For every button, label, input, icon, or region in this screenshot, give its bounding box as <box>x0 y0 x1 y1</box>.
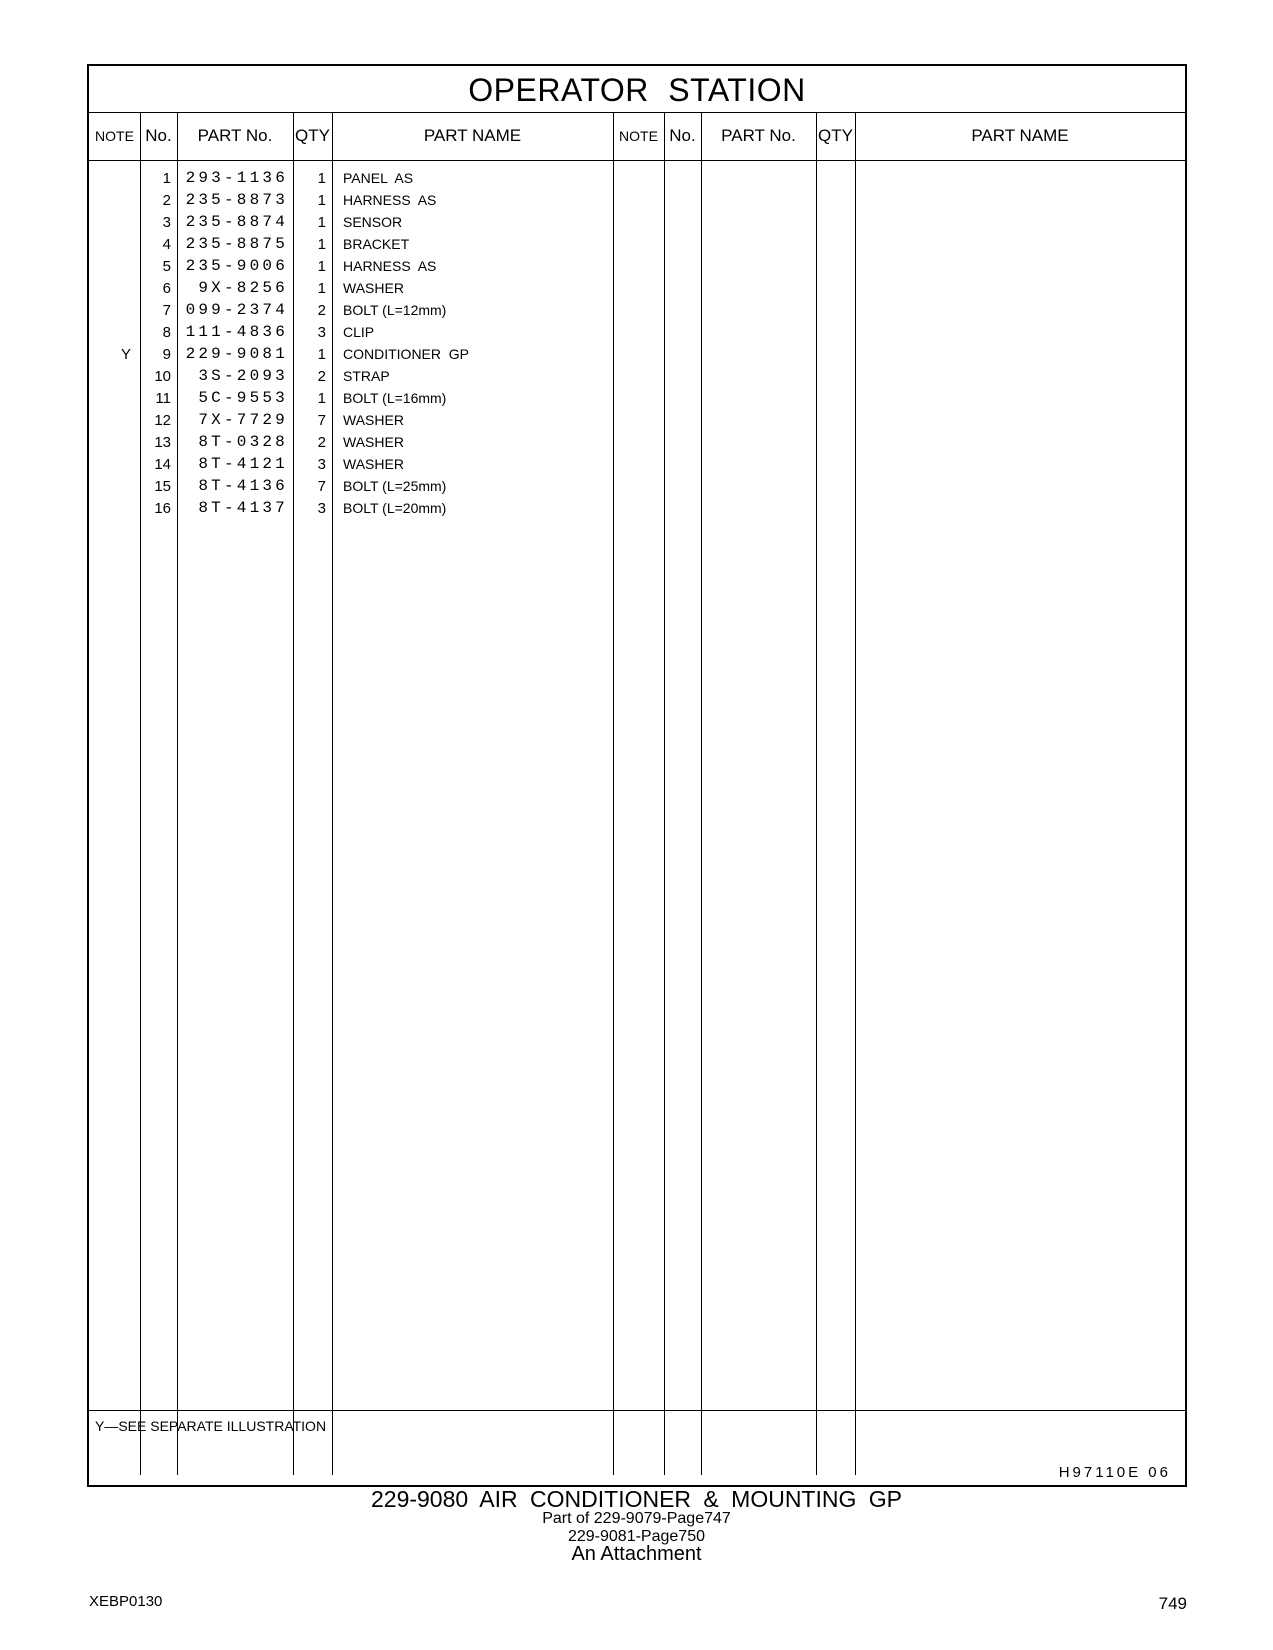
row-part-number: 9X-8256 <box>198 279 288 297</box>
row-number: 16 <box>154 500 171 517</box>
table-row <box>89 211 1185 234</box>
header-no-left: No. <box>145 126 172 145</box>
row-qty: 3 <box>317 324 326 341</box>
row-part-name: BOLT (L=20mm) <box>343 500 447 516</box>
row-note <box>89 277 131 300</box>
row-part-name: WASHER <box>343 456 404 472</box>
row-part-name: HARNESS AS <box>343 192 437 208</box>
row-part-number: 099-2374 <box>185 301 288 319</box>
row-qty: 2 <box>317 302 326 319</box>
table-row <box>89 233 1185 256</box>
row-note <box>89 409 131 432</box>
header-part-no-left: PART No. <box>197 126 273 145</box>
caption-part-of: Part of 229-9079-Page747 <box>542 1510 731 1527</box>
row-note <box>89 431 131 454</box>
row-part-name: WASHER <box>343 280 404 296</box>
parts-table <box>87 64 1187 1487</box>
row-note <box>89 255 131 278</box>
row-number: 14 <box>154 456 171 473</box>
row-note <box>89 475 131 498</box>
row-part-name: CONDITIONER GP <box>343 346 470 362</box>
table-row <box>89 409 1185 432</box>
row-number: 6 <box>162 280 171 297</box>
row-number: 5 <box>162 258 171 275</box>
row-qty: 3 <box>317 456 326 473</box>
table-row <box>89 497 1185 520</box>
row-part-number: 8T-4137 <box>198 499 288 517</box>
row-part-name: BOLT (L=16mm) <box>343 390 447 406</box>
row-part-number: 8T-4136 <box>198 477 288 495</box>
row-part-name: CLIP <box>343 324 375 340</box>
table-row <box>89 431 1185 454</box>
section-title: OPERATOR STATION <box>89 66 1185 113</box>
row-part-name: WASHER <box>343 412 404 428</box>
row-qty: 7 <box>317 412 326 429</box>
row-note <box>89 189 131 212</box>
table-row <box>89 387 1185 410</box>
document-id: XEBP0130 <box>89 1593 163 1610</box>
row-qty: 2 <box>317 368 326 385</box>
row-number: 4 <box>162 236 171 253</box>
row-note <box>89 233 131 256</box>
table-row <box>89 277 1185 300</box>
row-number: 8 <box>162 324 171 341</box>
row-note <box>89 453 131 476</box>
row-qty: 3 <box>317 500 326 517</box>
row-note: Y <box>120 346 131 363</box>
header-note-left: NOTE <box>95 128 134 144</box>
page-number: 749 <box>1158 1594 1187 1613</box>
row-qty: 1 <box>317 170 326 187</box>
group-caption: 229-9080 AIR CONDITIONER & MOUNTING GP <box>370 1486 902 1512</box>
row-note <box>89 211 131 234</box>
header-part-name-right: PART NAME <box>971 126 1069 145</box>
table-row <box>89 167 1185 190</box>
row-number: 13 <box>154 434 171 451</box>
row-number: 9 <box>162 346 171 363</box>
caption-attachment: An Attachment <box>571 1543 702 1565</box>
row-part-number: 8T-0328 <box>198 433 288 451</box>
row-number: 11 <box>155 390 171 407</box>
row-part-number: 235-8873 <box>185 191 288 209</box>
row-number: 12 <box>154 412 171 429</box>
row-note <box>89 167 131 190</box>
table-header <box>89 112 1185 161</box>
row-qty: 1 <box>317 280 326 297</box>
header-part-no-right: PART No. <box>721 126 796 145</box>
table-row <box>89 189 1185 212</box>
footer-divider <box>89 1410 1185 1411</box>
row-number: 15 <box>154 478 171 495</box>
row-number: 7 <box>162 302 171 319</box>
row-qty: 1 <box>317 192 326 209</box>
header-qty-right: QTY <box>818 126 853 145</box>
row-qty: 1 <box>317 236 326 253</box>
row-qty: 1 <box>317 346 326 363</box>
row-part-number: 7X-7729 <box>198 411 288 429</box>
row-note <box>89 299 131 322</box>
header-part-name-left: PART NAME <box>423 126 522 145</box>
row-qty: 1 <box>317 390 326 407</box>
row-number: 1 <box>162 170 171 187</box>
row-qty: 7 <box>317 478 326 495</box>
row-part-name: BRACKET <box>343 236 410 252</box>
row-part-name: BOLT (L=25mm) <box>343 478 447 494</box>
row-part-name: PANEL AS <box>343 170 414 186</box>
row-part-number: 5C-9553 <box>198 389 288 407</box>
row-note <box>89 497 131 520</box>
row-part-name: BOLT (L=12mm) <box>343 302 447 318</box>
row-part-number: 293-1136 <box>185 169 288 187</box>
row-qty: 1 <box>317 214 326 231</box>
row-qty: 1 <box>317 258 326 275</box>
row-part-number: 111-4836 <box>185 323 288 341</box>
header-note-right: NOTE <box>619 128 658 144</box>
row-note <box>89 321 131 344</box>
table-row <box>89 299 1185 322</box>
row-qty: 2 <box>317 434 326 451</box>
row-part-name: STRAP <box>343 368 390 384</box>
row-part-name: HARNESS AS <box>343 258 437 274</box>
table-row <box>89 475 1185 498</box>
table-row <box>89 255 1185 278</box>
row-number: 2 <box>162 192 171 209</box>
row-note <box>89 365 131 388</box>
header-qty-left: QTY <box>295 126 330 145</box>
row-part-number: 235-8875 <box>185 235 288 253</box>
row-part-number: 8T-4121 <box>198 455 288 473</box>
footnote: Y—SEE SEPARATE ILLUSTRATION <box>95 1418 327 1434</box>
table-row <box>89 343 1185 366</box>
table-row <box>89 365 1185 388</box>
row-part-name: SENSOR <box>343 214 403 230</box>
row-note <box>89 387 131 410</box>
row-part-number: 229-9081 <box>185 345 288 363</box>
row-number: 3 <box>162 214 171 231</box>
caption-page-ref: 229-9081-Page750 <box>567 1528 705 1545</box>
table-row <box>89 453 1185 476</box>
row-part-number: 3S-2093 <box>198 367 288 385</box>
header-no-right: No. <box>669 126 696 145</box>
row-part-number: 235-8874 <box>185 213 288 231</box>
row-part-number: 235-9006 <box>185 257 288 275</box>
table-row <box>89 321 1185 344</box>
illustration-reference: H97110E 06 <box>1058 1464 1171 1481</box>
row-number: 10 <box>154 368 171 385</box>
row-part-name: WASHER <box>343 434 404 450</box>
